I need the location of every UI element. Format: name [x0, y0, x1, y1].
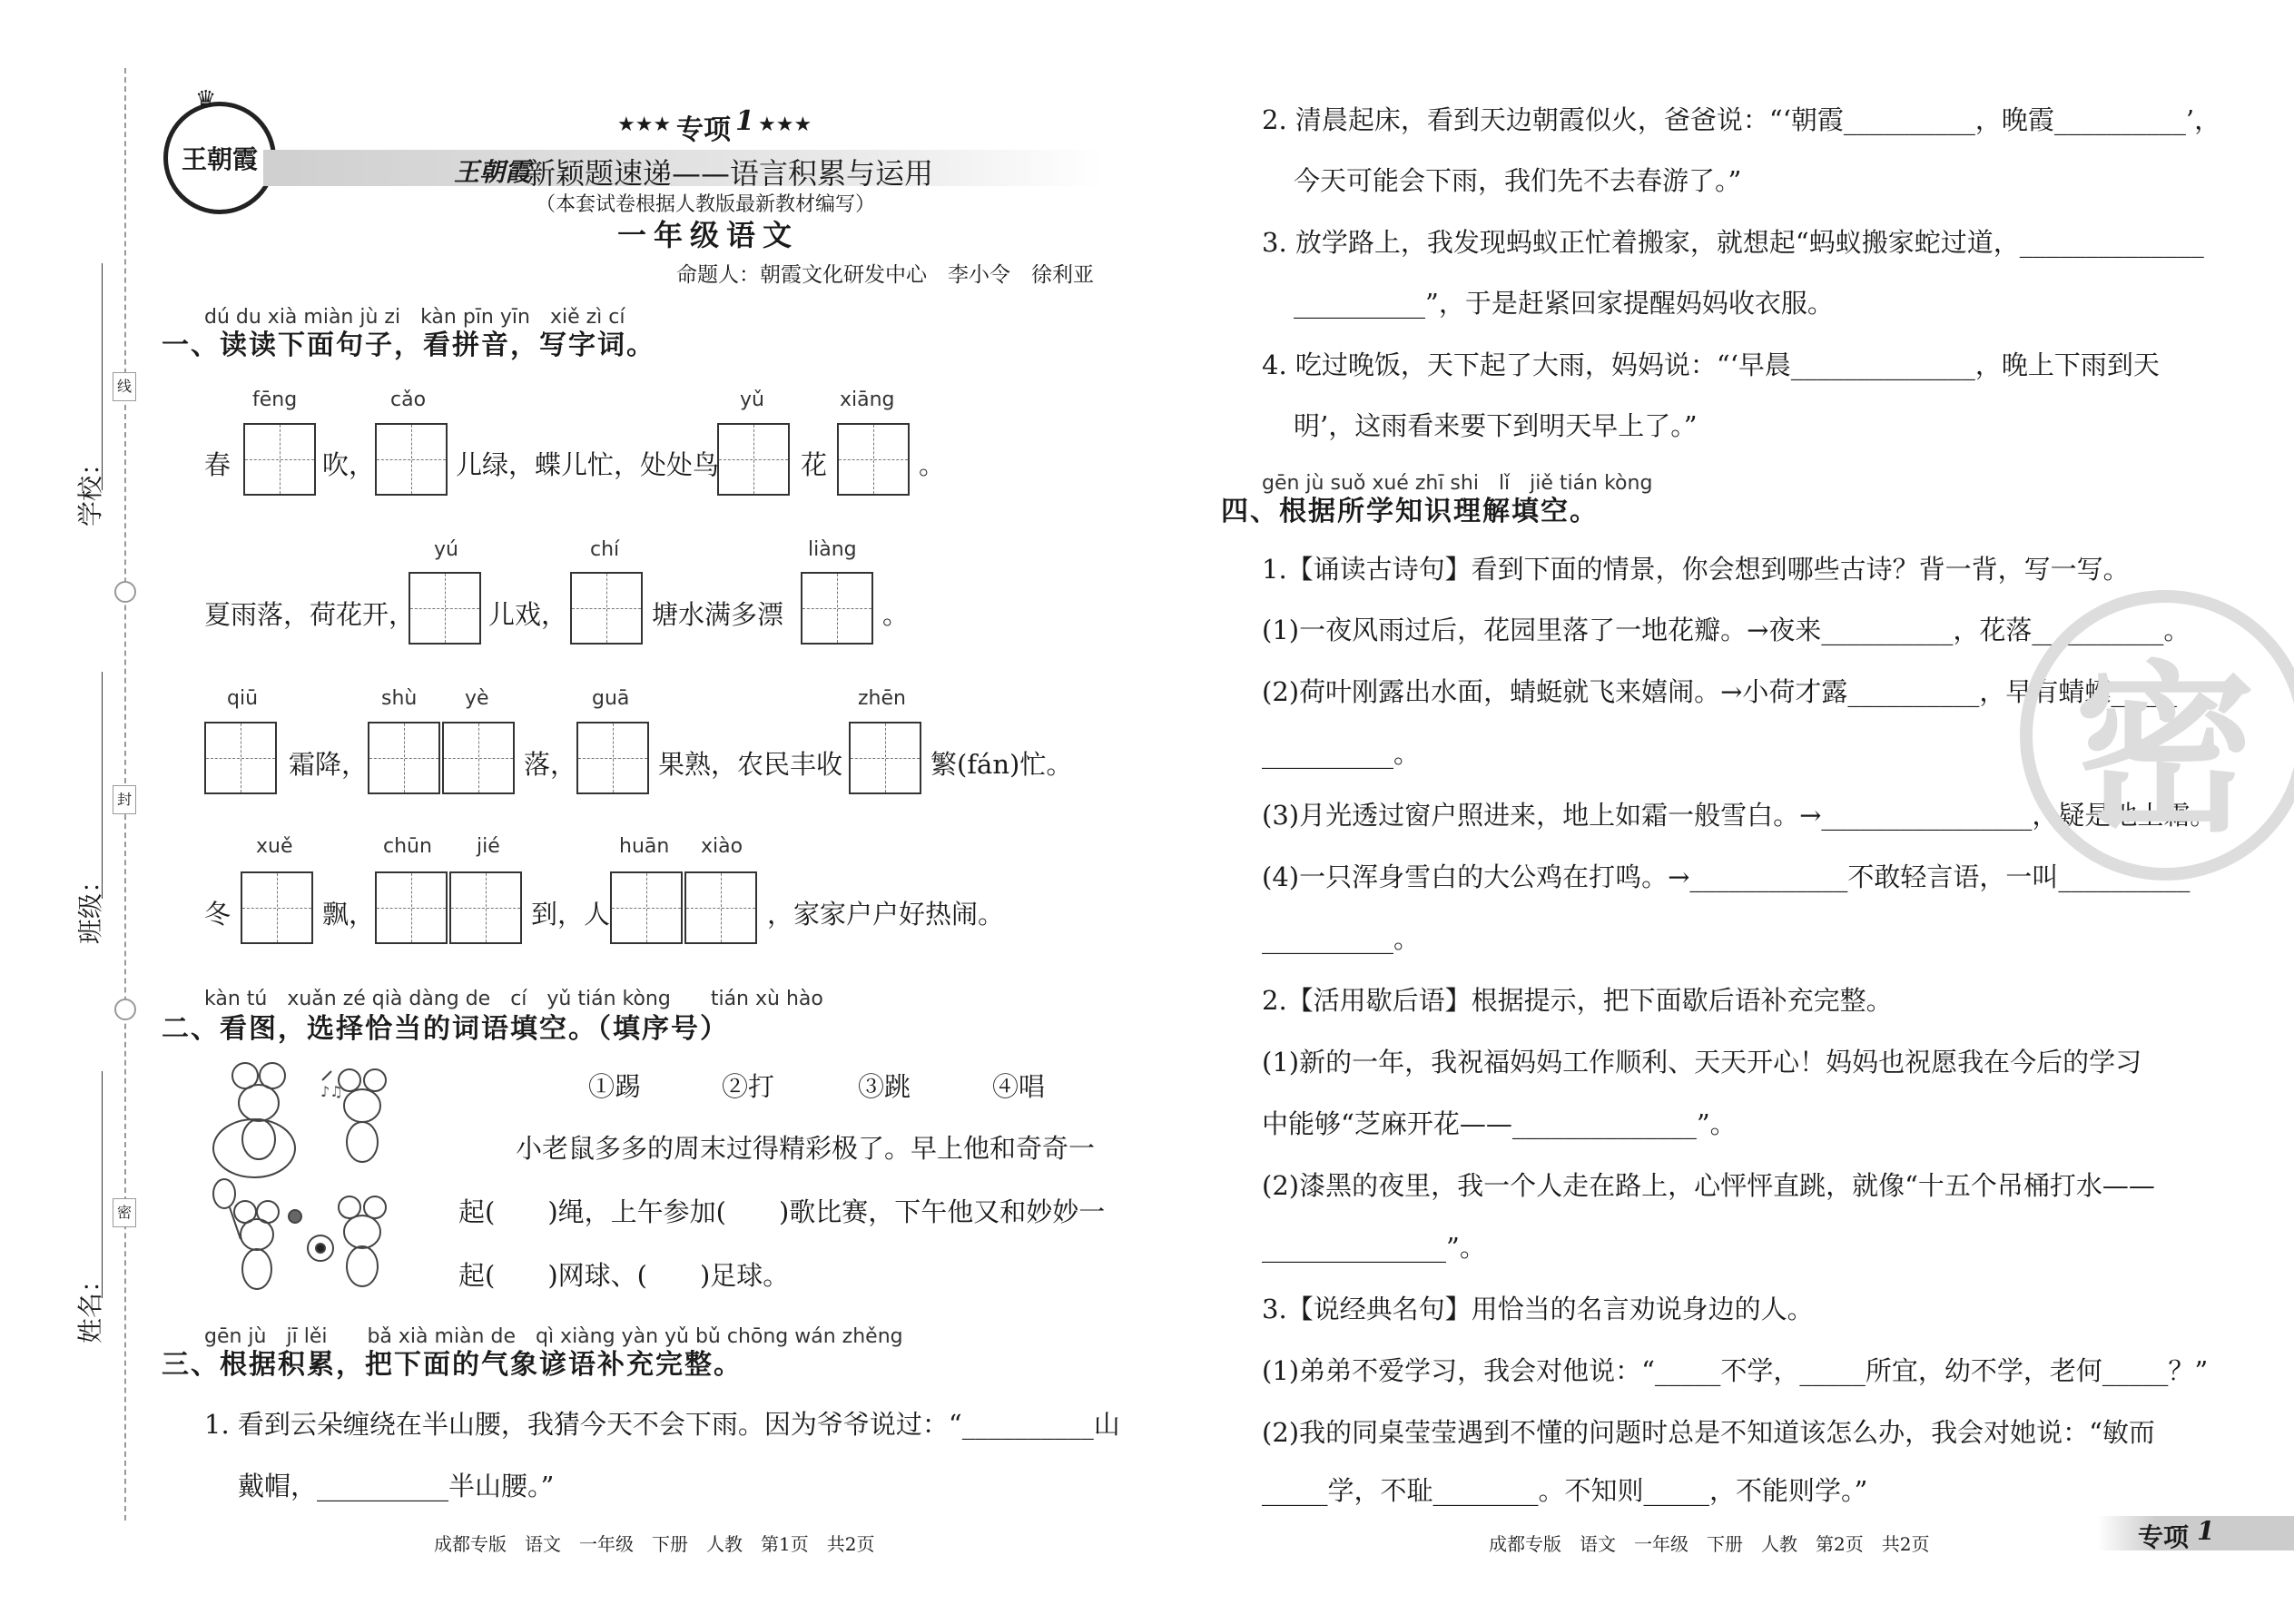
option-2: ②打 — [722, 1071, 775, 1102]
s4-line: _____学，不耻________。不知则_____，不能则学。” — [1262, 1475, 1868, 1506]
l1-text-1: 春 — [204, 449, 231, 480]
mouse-singing-icon — [320, 1069, 386, 1162]
l1-text-2: 吹， — [322, 449, 376, 480]
mouse-jumprope-icon — [213, 1063, 295, 1177]
s4-line: (4)一只浑身雪白的大公鸡在打鸣。→____________不敢轻言语，一叫__________ — [1262, 861, 2191, 892]
binding-hole-icon — [114, 999, 136, 1020]
s4-line: 1.【诵读古诗句】看到下面的情景，你会想到哪些古诗？背一背，写一写。 — [1262, 554, 2130, 585]
s4-line: 2.【活用歇后语】根据提示，把下面歇后语补充完整。 — [1262, 985, 1893, 1016]
writing-box[interactable] — [375, 871, 448, 944]
s4-line: (2)荷叶刚露出水面，蜻蜓就飞来嬉闹。→小荷才露__________，早有蜻蜓_____ — [1262, 676, 2177, 707]
s4-line: (1)弟弟不爱学习，我会对他说：“_____不学，_____所宜，幼不学，老何_____？” — [1262, 1355, 2209, 1386]
writing-box[interactable] — [849, 722, 921, 794]
special-label: 专项 — [676, 114, 731, 146]
l1-text-4: 花 — [801, 449, 828, 480]
crown-icon: ♛ — [195, 86, 215, 113]
option-3: ③跳 — [858, 1071, 911, 1102]
s3-q3-line-b: __________”，于是赶紧回家提醒妈妈收衣服。 — [1294, 288, 1834, 319]
footer-tag-number: 1 — [2197, 1516, 2215, 1546]
l3-text-4: 繁(fán)忙。 — [930, 749, 1073, 780]
s3-q1-line-a: 1. 看到云朵缠绕在半山腰，我猜今天不会下雨。因为爷爷说过：“__________山 — [204, 1409, 1120, 1440]
s4-line: 中能够“芝麻开花——______________”。 — [1262, 1108, 1737, 1139]
footer-left: 成都专版 语文 一年级 下册 人教 第1页 共2页 — [434, 1533, 875, 1555]
pinyin-liang: liàng — [808, 538, 857, 561]
s4-line: (3)月光透过窗户照进来，地上如霜一般雪白。→________________，疑是地上霜。 — [1262, 800, 2217, 831]
l2-text-3: 塘水满多漂 — [652, 599, 784, 630]
s3-q4-line-b: 明’，这雨看来要下到明天早上了。” — [1294, 410, 1698, 441]
writing-box[interactable] — [576, 722, 649, 794]
l3-text-3: 果熟，农民丰收 — [658, 749, 843, 780]
option-1: ①踢 — [588, 1071, 642, 1102]
s4-line: ______________”。 — [1262, 1232, 1486, 1263]
s3-q1-line-b: 戴帽，__________半山腰。” — [238, 1471, 555, 1501]
writing-box[interactable] — [442, 722, 515, 794]
section2-line-2: 起( )绳，上午参加( )歌比赛，下午他又和妙妙一 — [458, 1196, 1106, 1227]
s3-q4-line-a: 4. 吃过晚饭，天下起了大雨，妈妈说：“‘早晨______________，晚上下雨到天 — [1262, 349, 2160, 380]
pinyin-xiao: xiào — [701, 835, 743, 858]
section3-title: 三、根据积累，把下面的气象谚语补充完整。 — [162, 1349, 743, 1381]
footer-tag-bar — [2097, 1516, 2294, 1550]
l1-text-5: 。 — [919, 449, 946, 480]
pinyin-gua: guā — [592, 687, 630, 710]
s3-q2-line-b: 今天可能会下雨，我们先不去春游了。” — [1294, 165, 1742, 196]
section1-pinyin: dú du xià miàn jù zi kàn pīn yīn xiě zì cí — [204, 306, 625, 329]
special-stars-right: ★★★ — [758, 113, 812, 136]
section2-pinyin: kàn tú xuǎn zé qià dàng de cí yǔ tián kòng tián xù hào — [204, 988, 823, 1010]
seal-char-feng: 封 — [113, 785, 136, 814]
name-underline — [102, 1071, 103, 1298]
pinyin-chi: chí — [590, 538, 620, 561]
section3-pinyin: gēn jù jī lěi bǎ xià miàn de qì xiàng yàn yǔ bǔ chōng wán zhěng — [204, 1325, 903, 1348]
l2-text-2: 儿戏， — [488, 599, 568, 630]
pinyin-yu2: yú — [434, 538, 458, 561]
section2-line-3: 起( )网球、( )足球。 — [458, 1260, 790, 1291]
pinyin-yu: yǔ — [740, 389, 764, 411]
subtitle: （本套试卷根据人教版最新教材编写） — [536, 193, 876, 216]
writing-box[interactable] — [368, 722, 440, 794]
mouse-football-icon — [308, 1196, 386, 1286]
logo-badge — [163, 86, 276, 214]
l2-text-4: 。 — [882, 599, 910, 630]
section4-title: 四、根据所学知识理解填空。 — [1221, 496, 1599, 527]
pinyin-feng: fēng — [252, 389, 298, 411]
writing-box[interactable] — [375, 423, 448, 496]
main-title: 新颖题速递——语言积累与运用 — [527, 156, 934, 191]
pinyin-huan: huān — [619, 835, 670, 858]
l1-text-3: 儿绿，蝶儿忙，处处鸟 — [456, 449, 720, 480]
s4-line: (1)新的一年，我祝福妈妈工作顺利、天天开心！妈妈也祝愿我在今后的学习 — [1262, 1047, 2142, 1078]
l2-text-1: 夏雨落，荷花开， — [204, 599, 416, 630]
pinyin-chun: chūn — [383, 835, 432, 858]
pinyin-zhen: zhēn — [858, 687, 906, 710]
pinyin-shu: shù — [381, 687, 418, 710]
l4-text-3: 到，人 — [531, 899, 611, 930]
s4-line: __________。 — [1262, 923, 1421, 954]
footer-tag-label: 专项 — [2138, 1522, 2190, 1552]
seal-char-mi: 密 — [113, 1198, 136, 1227]
s4-line: (2)漆黑的夜里，我一个人走在路上，心怦怦直跳，就像“十五个吊桶打水—— — [1262, 1170, 2155, 1201]
writing-box[interactable] — [717, 423, 790, 496]
section2-line-1: 小老鼠多多的周末过得精彩极了。早上他和奇奇一 — [516, 1133, 1096, 1164]
pinyin-xiang: xiāng — [840, 389, 895, 411]
section2-title: 二、看图，选择恰当的词语填空。（填序号） — [162, 1013, 729, 1045]
class-label: 班级： — [75, 867, 105, 944]
writing-box[interactable] — [801, 572, 873, 645]
section1-title: 一、读读下面句子，看拼音，写字词。 — [162, 330, 655, 361]
s3-q2-line-a: 2. 清晨起床，看到天边朝霞似火，爸爸说：“‘朝霞__________，晚霞__________’， — [1262, 104, 2221, 135]
school-label: 学校： — [75, 449, 105, 527]
logo-text: 王朝霞 — [181, 144, 258, 174]
option-4: ④唱 — [992, 1071, 1046, 1102]
writing-box[interactable] — [241, 871, 313, 944]
l4-text-1: 冬 — [204, 899, 231, 930]
secret-watermark: 密 — [2020, 590, 2294, 881]
writing-box[interactable] — [409, 572, 481, 645]
pinyin-cao: cǎo — [390, 389, 427, 411]
writing-box[interactable] — [204, 722, 277, 794]
l3-text-2: 落， — [524, 749, 577, 780]
mice-illustration — [204, 1053, 422, 1298]
writing-box[interactable] — [570, 572, 643, 645]
s4-line: (1)一夜风雨过后，花园里落了一地花瓣。→夜来__________，花落__________。 — [1262, 615, 2191, 645]
special-stars-left: ★★★ — [617, 113, 672, 136]
name-label: 姓名： — [75, 1266, 105, 1343]
l4-text-2: 飘， — [322, 899, 376, 930]
special-number: 1 — [735, 105, 754, 137]
writing-box[interactable] — [243, 423, 316, 496]
s4-line: 3.【说经典名句】用恰当的名言劝说身边的人。 — [1262, 1294, 1814, 1324]
pinyin-xue: xuě — [256, 835, 293, 858]
writing-box[interactable] — [449, 871, 522, 944]
class-underline — [102, 672, 103, 899]
writing-box[interactable] — [684, 871, 757, 944]
brand-name: 王朝霞 — [454, 157, 531, 187]
writing-box[interactable] — [837, 423, 910, 496]
seal-char-xian: 线 — [113, 372, 136, 401]
section4-pinyin: gēn jù suǒ xué zhī shi lǐ jiě tián kòng — [1262, 472, 1653, 495]
writing-box[interactable] — [610, 871, 683, 944]
pinyin-ye: yè — [465, 687, 489, 710]
binding-hole-icon — [114, 581, 136, 603]
s4-line: __________。 — [1262, 738, 1421, 769]
pinyin-qiu: qiū — [227, 687, 259, 710]
s3-q3-line-a: 3. 放学路上，我发现蚂蚁正忙着搬家，就想起“蚂蚁搬家蛇过道，______________ — [1262, 227, 2204, 258]
pinyin-jie: jié — [477, 835, 500, 858]
svg-text:♪♫: ♪♫ — [320, 1083, 343, 1100]
grade-subject: 一年级语文 — [617, 218, 800, 252]
footer-right: 成都专版 语文 一年级 下册 人教 第2页 共2页 — [1489, 1533, 1930, 1555]
l4-text-4: ，家家户户好热闹。 — [767, 899, 1005, 930]
authors: 命题人：朝霞文化研发中心 李小令 徐利亚 — [676, 263, 1094, 287]
l3-text-1: 霜降， — [289, 749, 369, 780]
s4-line: (2)我的同桌莹莹遇到不懂的问题时总是不知道该怎么办，我会对她说：“敏而 — [1262, 1417, 2155, 1448]
mouse-tennis-icon — [213, 1179, 301, 1289]
